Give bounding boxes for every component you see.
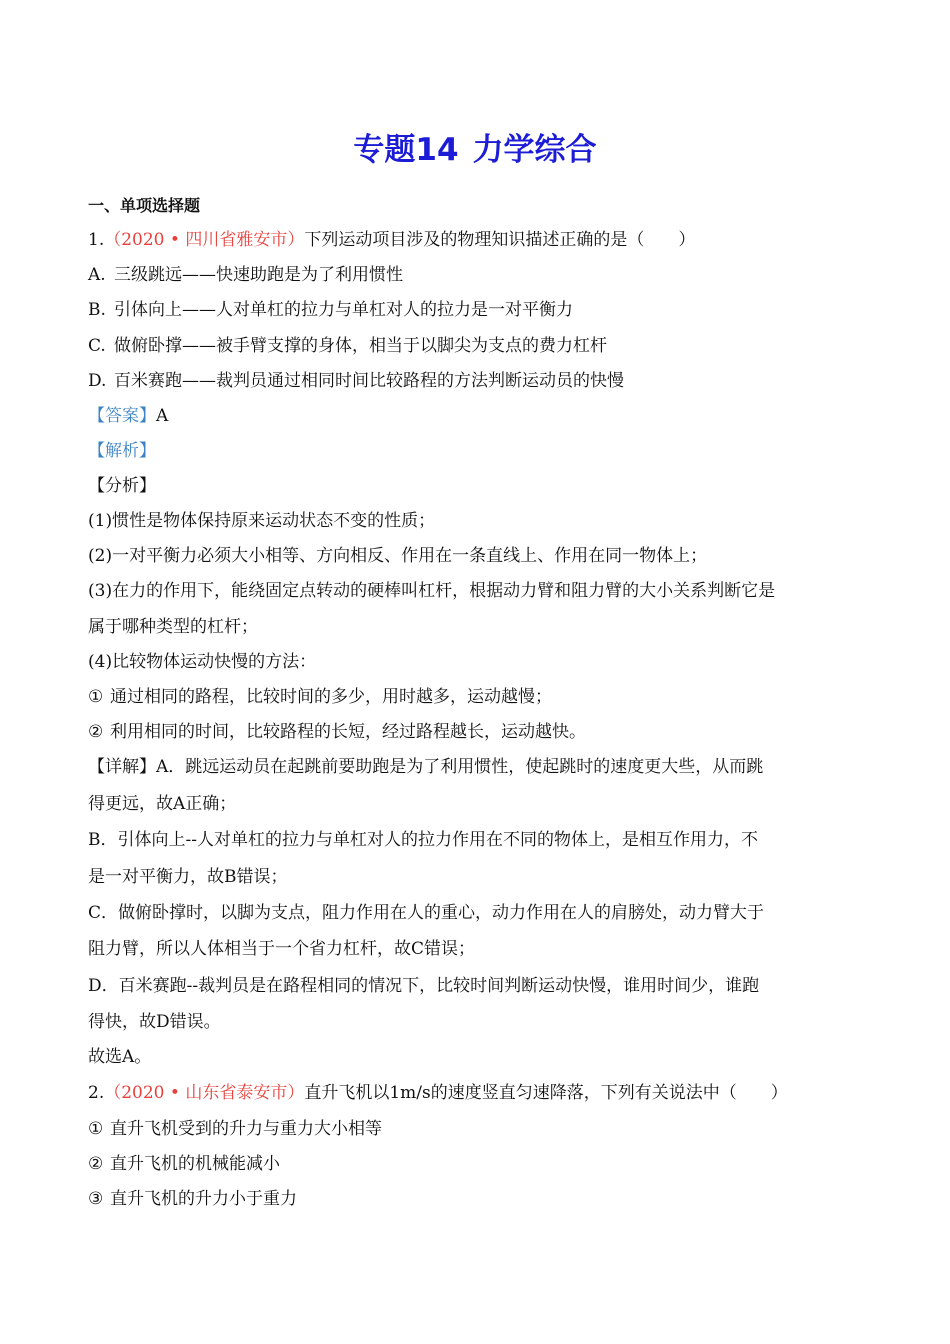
statement-mark: ①: [88, 1119, 104, 1139]
option-text: 引体向上——人对单杠的拉力与单杠对人的拉力是一对平衡力: [114, 300, 573, 320]
analysis-line: (1)惯性是物体保持原来运动状态不变的性质；: [88, 511, 436, 531]
detail-line: C．做俯卧撑时，以脚为支点，阻力作用在人的重心，动力作用在人的肩膀处，动力臂大于: [88, 903, 765, 923]
detail-line: 是一对平衡力，故B错误；: [88, 867, 288, 887]
question-2-stem: [88, 1081, 788, 1105]
statement-item: [88, 1187, 297, 1211]
answer-tag: 【答案】: [88, 406, 156, 426]
method-item: [88, 685, 552, 709]
statement-mark: ②: [88, 1154, 104, 1174]
option-d: [88, 369, 624, 393]
statement-text: 直升飞机受到的升力与重力大小相等: [110, 1119, 382, 1139]
statement-item: [88, 1152, 280, 1176]
question-number: 1.: [88, 230, 105, 250]
detail-line: D．百米赛跑--裁判员是在路程相同的情况下，比较时间判断运动快慢，谁用时间少，谁跑: [88, 976, 760, 996]
statement-item: [88, 1117, 382, 1141]
analysis-tag: 【解析】: [88, 441, 156, 461]
option-c: [88, 334, 607, 358]
method-mark: ①: [88, 687, 104, 707]
title-topic-name: 力学综合: [472, 132, 597, 168]
detail-line: 得快，故D错误。: [88, 1012, 221, 1032]
fenxi-tag: 【分析】: [88, 476, 156, 496]
option-text: 三级跳远——快速助跑是为了利用惯性: [114, 265, 403, 285]
option-text: 做俯卧撑——被手臂支撑的身体，相当于以脚尖为支点的费力杠杆: [114, 336, 607, 356]
question-text: 直升飞机以1m/s的速度竖直匀速降落，下列有关说法中（ ）: [304, 1083, 788, 1103]
detail-line: [88, 755, 763, 779]
option-a: [88, 263, 403, 287]
statement-mark: ③: [88, 1189, 104, 1209]
analysis-line: 属于哪种类型的杠杆；: [88, 617, 258, 637]
answer-line: [88, 404, 168, 428]
question-1-stem: [88, 228, 695, 252]
method-mark: ②: [88, 722, 104, 742]
detail-text: A．跳远运动员在起跳前要助跑是为了利用惯性，使起跳时的速度更大些，从而跳: [156, 757, 764, 777]
option-text: 百米赛跑——裁判员通过相同时间比较路程的方法判断运动员的快慢: [114, 371, 624, 391]
method-item: [88, 720, 586, 744]
option-b: [88, 298, 573, 322]
option-letter: D.: [88, 371, 107, 391]
detail-line: 得更远，故A正确；: [88, 794, 237, 814]
answer-value: A: [156, 406, 169, 426]
option-letter: B.: [88, 300, 106, 320]
statement-text: 直升飞机的升力小于重力: [110, 1189, 297, 1209]
method-text: 通过相同的路程，比较时间的多少，用时越多，运动越慢；: [110, 687, 552, 707]
analysis-line: (4)比较物体运动快慢的方法：: [88, 652, 317, 672]
analysis-line: (2)一对平衡力必须大小相等、方向相反、作用在一条直线上、作用在同一物体上；: [88, 546, 708, 566]
detail-line: 阻力臂，所以人体相当于一个省力杠杆，故C错误；: [88, 939, 476, 959]
method-text: 利用相同的时间，比较路程的长短，经过路程越长，运动越快。: [110, 722, 586, 742]
option-letter: A.: [88, 265, 106, 285]
detail-line: B．引体向上--人对单杠的拉力与单杠对人的拉力作用在不同的物体上，是相互作用力，不: [88, 830, 758, 850]
question-source: （2020 • 四川省雅安市）: [104, 230, 305, 250]
question-text: 下列运动项目涉及的物理知识描述正确的是（ ）: [304, 230, 696, 250]
option-letter: C.: [88, 336, 106, 356]
conclusion-line: 故选A。: [88, 1047, 152, 1067]
title-topic-number: 专题14: [353, 132, 459, 168]
question-source: （2020 • 山东省泰安市）: [104, 1083, 305, 1103]
question-number: 2.: [88, 1083, 105, 1103]
detail-tag: 【详解】: [88, 757, 156, 777]
analysis-line: (3)在力的作用下，能绕固定点转动的硬棒叫杠杆，根据动力臂和阻力臂的大小关系判断它是: [88, 581, 776, 601]
statement-text: 直升飞机的机械能减小: [110, 1154, 280, 1174]
page-title: [0, 128, 950, 172]
section-heading: 一、单项选择题: [88, 196, 201, 215]
